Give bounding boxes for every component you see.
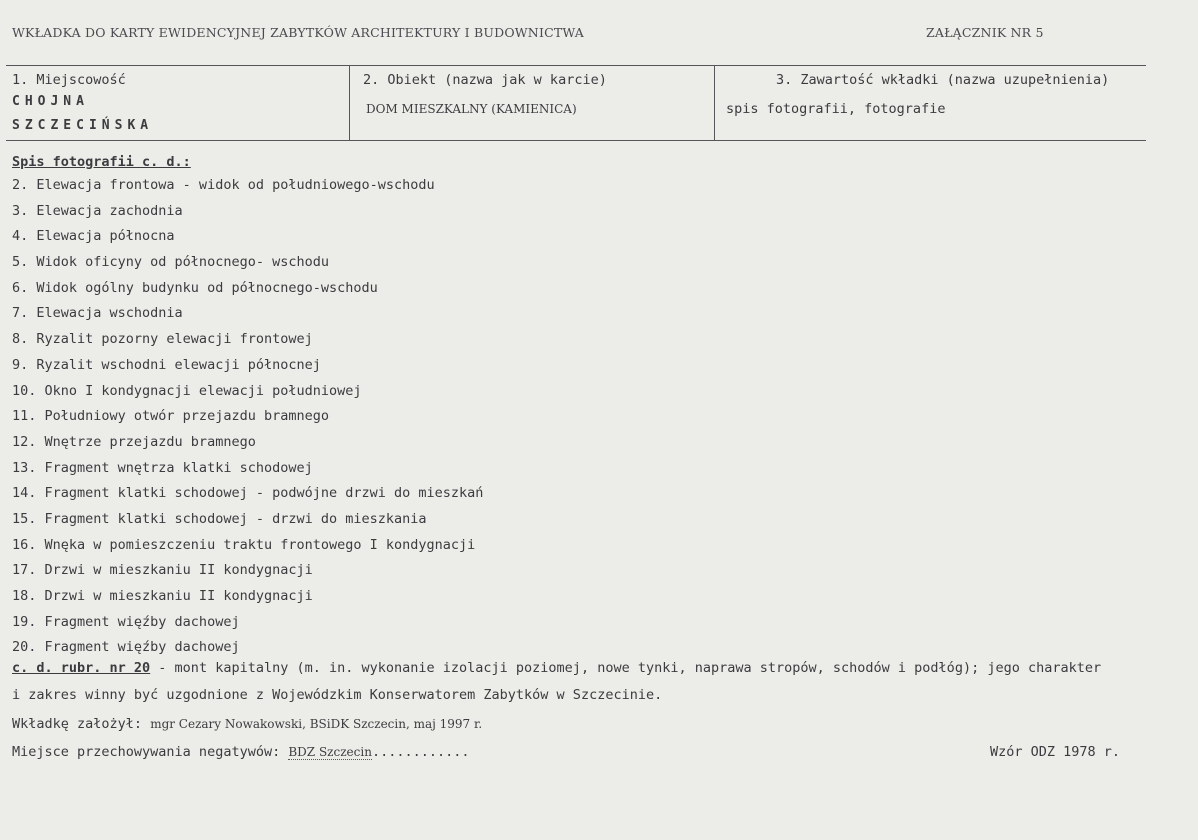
photo-list-title: Spis fotografii c. d.: — [12, 154, 191, 170]
list-item: 20. Fragment więźby dachowej — [12, 639, 240, 656]
list-item: 10. Okno I kondygnacji elewacji południowej — [12, 382, 362, 399]
list-item: 7. Elewacja wschodnia — [12, 305, 183, 322]
content-label: 3. Zawartość wkładki (nazwa uzupełnienia) — [776, 72, 1110, 88]
author-label: Wkładkę założył: — [12, 716, 143, 732]
content-value: spis fotografii, fotografie — [726, 101, 946, 117]
list-item: 13. Fragment wnętrza klatki schodowej — [12, 459, 313, 476]
note-label: c. d. rubr. nr 20 — [12, 660, 151, 676]
note-line-1 — [12, 660, 1101, 676]
object-value: DOM MIESZKALNY (KAMIENICA) — [366, 102, 577, 116]
storage-dots: ............ — [371, 744, 470, 760]
author-value: mgr Cezary Nowakowski, BSiDK Szczecin, maj 1997 r. — [150, 717, 483, 731]
note-text-2: i zakres winny być uzgodnione z Wojewódzkim Konserwatorem Zabytków w Szczecinie. — [12, 687, 663, 703]
top-rule — [6, 65, 1146, 66]
annex-number: ZAŁĄCZNIK NR 5 — [926, 25, 1044, 40]
form-title: WKŁADKA DO KARTY EWIDENCYJNEJ ZABYTKÓW ARCHITEKTURY I BUDOWNICTWA — [12, 25, 585, 40]
pattern-label: Wzór ODZ 1978 r. — [990, 744, 1121, 760]
list-item: 14. Fragment klatki schodowej - podwójne drzwi do mieszkań — [12, 485, 484, 502]
header-bottom-rule — [6, 140, 1146, 141]
note-text-1: - mont kapitalny (m. in. wykonanie izolacji poziomej, nowe tynki, naprawa stropów, schodów i podłóg); jego charakter — [150, 660, 1102, 676]
storage-label: Miejsce przechowywania negatywów: — [12, 744, 281, 760]
list-item: 18. Drzwi w mieszkaniu II kondygnacji — [12, 588, 313, 604]
list-item: 17. Drzwi w mieszkaniu II kondygnacji — [12, 562, 313, 579]
list-item: 15. Fragment klatki schodowej - drzwi do mieszkania — [12, 510, 427, 527]
list-item: 3. Elewacja zachodnia — [12, 202, 183, 219]
object-label: 2. Obiekt (nazwa jak w karcie) — [363, 72, 607, 88]
column-divider-1 — [349, 66, 350, 140]
storage-line — [12, 744, 469, 760]
list-item: 8. Ryzalit pozorny elewacji frontowej — [12, 331, 313, 348]
location-label: 1. Miejscowość — [12, 72, 126, 88]
list-item: 12. Wnętrze przejazdu bramnego — [12, 433, 256, 450]
column-divider-2 — [714, 66, 715, 140]
list-item: 16. Wnęka w pomieszczeniu traktu frontowego I kondygnacji — [12, 536, 476, 553]
author-line — [12, 716, 482, 732]
list-item: 9. Ryzalit wschodni elewacji północnej — [12, 356, 321, 373]
list-item: 5. Widok oficyny od północnego- wschodu — [12, 254, 329, 271]
location-value-line2: SZCZECIŃSKA — [12, 118, 154, 133]
list-item: 11. Południowy otwór przejazdu bramnego — [12, 408, 329, 425]
photo-list — [12, 177, 483, 665]
list-item: 2. Elewacja frontowa - widok od południowego-wschodu — [12, 177, 435, 193]
location-value-line1: CHOJNA — [12, 94, 89, 109]
list-item: 6. Widok ogólny budynku od północnego-wschodu — [12, 279, 378, 296]
list-item: 4. Elewacja północna — [12, 228, 175, 245]
list-item: 19. Fragment więźby dachowej — [12, 613, 240, 630]
storage-value: BDZ Szczecin — [288, 745, 372, 759]
